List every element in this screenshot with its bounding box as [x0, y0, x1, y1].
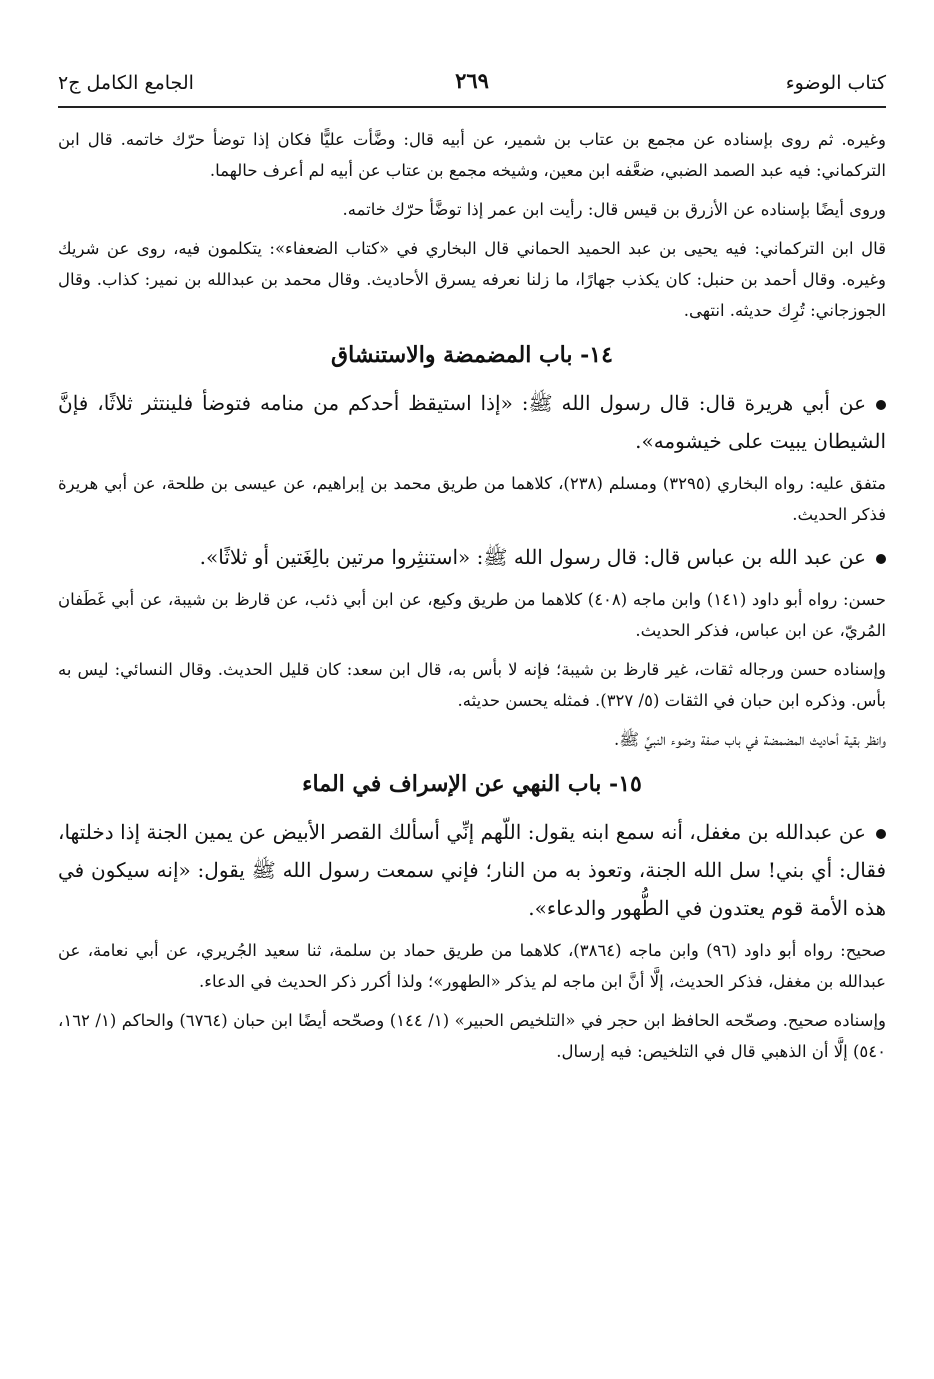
hadith-text [58, 813, 886, 927]
takhrij-paragraph: وانظر بقية أحاديث المضمضة في باب صفة وضوء النبيِّ ﷺ. [613, 730, 886, 749]
takhrij-paragraph: وإسناده صحيح. وصحّحه الحافظ ابن حجر في «التلخيص الحبير» (١/ ١٤٤) وصحّحه أيضًا ابن حبان (٦٧٦٤) والحاكم (١/ ١٦٢، ٥٤٠) إلَّا أن الذهبي قال في التلخيص: فيه إرسال. [58, 1011, 887, 1061]
hadith-body: عن عبد الله بن عباس قال: قال رسول الله ﷺ: «استنثِروا مرتين بالِغَتين أو ثلاثًا». [199, 545, 866, 569]
hadith-body: عن أبي هريرة قال: قال رسول الله ﷺ: «إذا استيقظ أحدكم من منامه فتوضأ فلينتثر ثلاثًا، فإنَّ الشيطان يبيت على خيشومه». [58, 391, 886, 453]
commentary-paragraph: وغيره. ثم روى بإسناده عن مجمع بن عتاب بن شمير، عن أبيه قال: وضَّأت عليًّا فكان إذا توضأ حرّك خاتمه. قال ابن التركماني: فيه عبد الصمد الضبي، ضعَّفه ابن معين، وشيخه مجمع بن عتاب عن أبيه لم أعرف حالهما. [58, 130, 886, 180]
bullet-icon [876, 400, 886, 410]
hadith-body: عن عبدالله بن مغفل، أنه سمع ابنه يقول: اللّهم إنِّي أسألك القصر الأبيض عن يمين الجنة إذا دخلتها، فقال: أي بني! سل الله الجنة، وتعوذ به من النار؛ فإني سمعت رسول الله ﷺ يقول: «إنه سيكون في هذه الأمة قوم يعتدون في الطُّهور والدعاء». [58, 820, 886, 920]
page-content [58, 124, 886, 1067]
page-header [58, 66, 886, 106]
takhrij-paragraph: متفق عليه: رواه البخاري (٣٢٩٥) ومسلم (٢٣٨)، كلاهما من طريق محمد بن إبراهيم، عن عيسى بن طلحة، عن أبي هريرة فذكر الحديث. [58, 474, 886, 524]
commentary-paragraph: قال ابن التركماني: فيه يحيى بن عبد الحميد الحماني قال البخاري في «كتاب الضعفاء»: يتكلمون فيه، روى عن شريك وغيره. وقال أحمد بن حنبل: كان يكذب جهارًا، ما زلنا نعرفه يسرق الأحاديث. وقال محمد بن عبدالله بن نمير: كذاب. وقال الجوزجاني: تُرِك حديثه. انتهى. [58, 239, 886, 320]
section-heading-15: ١٥- باب النهي عن الإسراف في الماء [302, 771, 642, 797]
commentary-paragraph: وروى أيضًا بإسناده عن الأزرق بن قيس قال: رأيت ابن عمر إذا توضَّأ حرّك خاتمه. [342, 200, 886, 219]
section-heading-14: ١٤- باب المضمضة والاستنشاق [331, 342, 613, 368]
hadith-text [58, 384, 886, 460]
header-divider [58, 106, 886, 108]
takhrij-paragraph: حسن: رواه أبو داود (١٤١) وابن ماجه (٤٠٨) كلاهما من طريق وكيع، عن ابن أبي ذئب، عن قارظ بن شيبة، عن أبي غَطَفان المُريّ، عن ابن عباس، فذكر الحديث. [58, 590, 886, 640]
takhrij-paragraph: صحيح: رواه أبو داود (٩٦) وابن ماجه (٣٨٦٤)، كلاهما من طريق حماد بن سلمة، ثنا سعيد الجُريري، عن أبي نعامة، عن عبدالله بن مغفل، فذكر الحديث، إلَّا أنَّ ابن ماجه لم يذكر «الطهور»؛ ولذا أكرر ذكر الحديث في الدعاء. [58, 941, 886, 991]
takhrij-paragraph: وإسناده حسن ورجاله ثقات، غير قارظ بن شيبة؛ فإنه لا بأس به، قال ابن سعد: كان قليل الحديث. وقال النسائي: ليس به بأس. وذكره ابن حبان في الثقات (٥/ ٣٢٧). فمثله يحسن حديثه. [58, 660, 886, 710]
hadith-text [58, 538, 886, 576]
bullet-icon [876, 829, 886, 839]
page-number: ٢٦٩ [455, 68, 489, 93]
book-running-title: الجامع الكامل ج٢ [58, 72, 194, 94]
book-page [58, 66, 886, 1075]
chapter-running-title: كتاب الوضوء [785, 72, 886, 94]
bullet-icon [876, 554, 886, 564]
